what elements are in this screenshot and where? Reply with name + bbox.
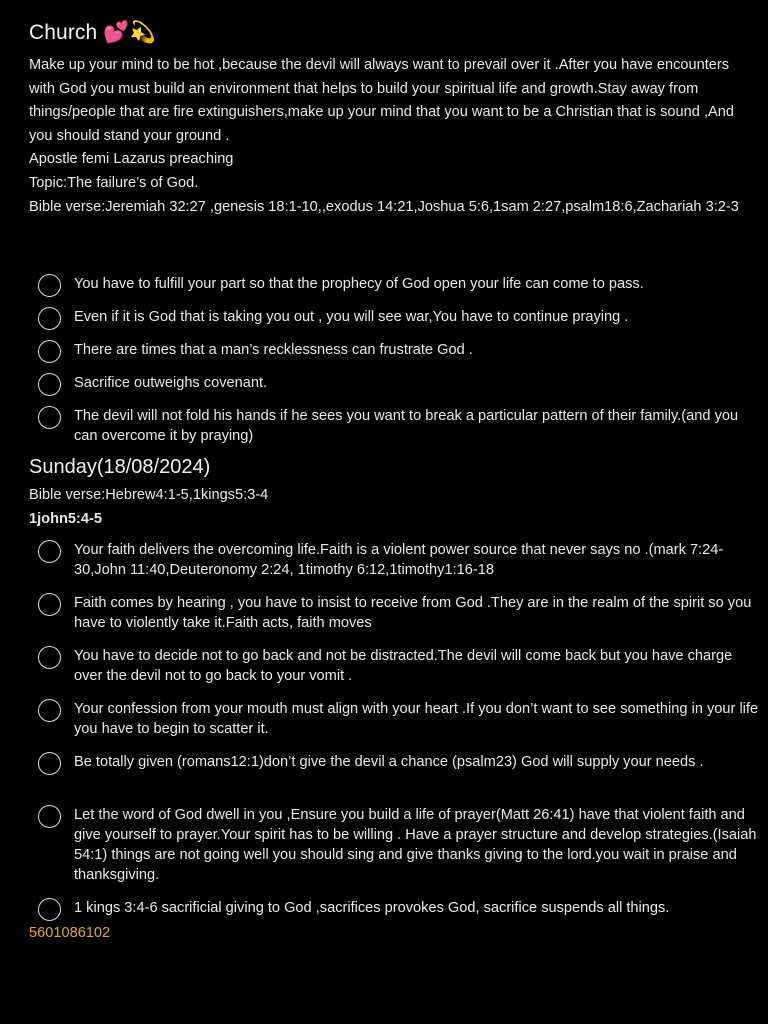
checkbox-circle[interactable] (38, 340, 61, 363)
checkbox-circle[interactable] (38, 406, 61, 429)
note-intro (29, 54, 754, 219)
checklist-item-text: There are times that a man’s recklessness can frustrate God . (74, 342, 473, 358)
checkbox-circle[interactable] (38, 373, 61, 396)
checklist-item-text: You have to decide not to go back and not be distracted.The devil will come back but you have charge over the devil not to go back to your vomit . (74, 648, 733, 684)
preacher-line: Apostle femi Lazarus preaching (29, 151, 234, 168)
checkbox-circle[interactable] (38, 898, 61, 921)
sunday-bible-verse: Bible verse:Hebrew4:1-5,1kings5:3-4 (29, 487, 269, 503)
bible-verse-line: Bible verse:Jeremiah 32:27 ,genesis 18:1-10,,exodus 14:21,Joshua 5:6,1sam 2:27,psalm18:6,Zachariah 3:2-3 (29, 198, 739, 215)
checkbox-circle[interactable] (38, 646, 61, 669)
checkbox-circle[interactable] (38, 752, 61, 775)
intro-paragraph: Make up your mind to be hot ,because the devil will always want to prevail over it .After you have encounters with God you must build an environment that helps to build your spiritual life and growth.Stay away from things/people that are fire extinguishers,make up your mind that you want to be a Christian that is sound ,And you should stand your ground . (29, 57, 734, 144)
sunday-extra-verse: 1john5:4-5 (29, 511, 102, 527)
topic-line: Topic:The failure’s of God. (29, 174, 199, 191)
checklist-item-text: Faith comes by hearing , you have to insist to receive from God .They are in the realm of the spirit so you have to violently take it.Faith acts, faith moves (74, 595, 752, 631)
checklist-item-text: You have to fulfill your part so that the prophecy of God open your life can come to pass. (74, 276, 644, 292)
sunday-heading: Sunday(18/08/2024) (29, 456, 211, 478)
checkbox-circle[interactable] (38, 593, 61, 616)
checklist-item-text: Your faith delivers the overcoming life.Faith is a violent power source that never says no .(mark 7:24-30,John 11:40,Deuteronomy 2:24, 1timothy 6:12,1timothy1:16-18 (74, 542, 724, 578)
checklist-item-text: 1 kings 3:4-6 sacrificial giving to God ,sacrifices provokes God, sacrifice suspends all things. (74, 900, 670, 916)
phone-number-link[interactable]: 5601086102 (29, 925, 111, 941)
checklist-item-text: The devil will not fold his hands if he sees you want to break a particular pattern of their family.(and you can overcome it by praying) (74, 408, 739, 444)
checklist-item-text: Be totally given (romans12:1)don’t give the devil a chance (psalm23) God will supply your needs . (74, 754, 704, 770)
checkbox-circle[interactable] (38, 699, 61, 722)
checklist-item-text: Even if it is God that is taking you out , you will see war,You have to continue praying . (74, 309, 629, 325)
checkbox-circle[interactable] (38, 307, 61, 330)
checklist-item-text: Your confession from your mouth must align with your heart .If you don’t want to see something in your life you have to begin to scatter it. (74, 701, 759, 737)
checkbox-circle[interactable] (38, 805, 61, 828)
checkbox-circle[interactable] (38, 274, 61, 297)
checklist-item-text: Sacrifice outweighs covenant. (74, 375, 268, 391)
note-title: Church 💕💫 (29, 21, 156, 44)
checkbox-circle[interactable] (38, 540, 61, 563)
checklist-item-text: Let the word of God dwell in you ,Ensure you build a life of prayer(Matt 26:41) have that violent faith and give yourself to prayer.Your spirit has to be willing . Have a prayer structure and develop strategies.(Isaiah 54:1) things are not going well you should sing and give thanks giving to the lord.you wait in praise and thanksgiving. (74, 807, 757, 883)
